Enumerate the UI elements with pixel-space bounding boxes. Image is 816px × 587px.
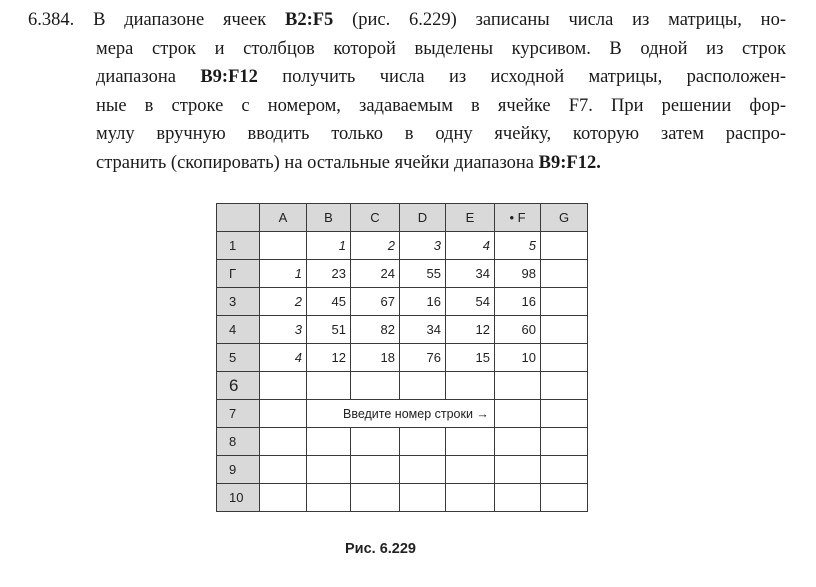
sheet-cell: 24 [351,260,400,288]
row-header: 10 [217,484,260,512]
sheet-cell [541,344,588,372]
sheet-cell [307,372,351,400]
sheet-cell: 15 [446,344,495,372]
sheet-cell [400,484,446,512]
figure-caption: Рис. 6.229 [345,541,416,557]
row-header: 5 [217,344,260,372]
problem-line [28,35,786,64]
sheet-cell: 16 [495,288,541,316]
sheet-cell [541,400,588,428]
sheet-cell [541,260,588,288]
sheet-cell: 16 [400,288,446,316]
sheet-cell: 1 [260,260,307,288]
sheet-cell: 98 [495,260,541,288]
sheet-row [217,288,588,316]
problem-text-run: ные в строке с номером, задаваемым в ячейке F7. При решении фор- [96,95,786,116]
problem-line [28,92,786,121]
sheet-cell [400,456,446,484]
sheet-cell [495,372,541,400]
problem-line [28,6,786,35]
sheet-cell [541,288,588,316]
column-header: D [400,204,446,232]
sheet-row [217,344,588,372]
corner-cell [217,204,260,232]
sheet-cell [307,456,351,484]
sheet-row [217,232,588,260]
spreadsheet-figure [216,203,588,512]
sheet-cell: 10 [495,344,541,372]
row-header: 9 [217,456,260,484]
sheet-row [217,400,588,428]
column-header: A [260,204,307,232]
sheet-cell [260,232,307,260]
problem-text-run: мулу вручную вводить только в одну ячейку, которую затем распро- [96,124,786,144]
row-header: 6 [217,372,260,400]
sheet-cell [260,428,307,456]
sheet-cell [400,372,446,400]
column-header-row [217,204,588,232]
sheet-cell [307,484,351,512]
sheet-cell [351,372,400,400]
sheet-row [217,372,588,400]
sheet-cell: 34 [446,260,495,288]
sheet-cell [495,456,541,484]
problem-text-run: мера строк и столбцов которой выделены курсивом. В одной из строк [96,38,786,59]
problem-line [28,63,786,92]
cell-range-reference: B9:F12 [200,67,258,87]
row-header: 1 [217,232,260,260]
column-header: E [446,204,495,232]
problem-text-run: странить (скопировать) на остальные ячейки диапазона [96,152,539,173]
cell-range-reference: B2:F5 [284,10,334,30]
row-header: 3 [217,288,260,316]
sheet-cell [541,232,588,260]
sheet-cell [446,484,495,512]
sheet-cell: 1 [307,232,351,260]
sheet-row [217,456,588,484]
sheet-cell [446,456,495,484]
sheet-cell [400,428,446,456]
row-header: Г [217,260,260,288]
input-cell-f7 [495,400,541,428]
sheet-cell: 18 [351,344,400,372]
sheet-cell [495,428,541,456]
sheet-cell: 2 [351,232,400,260]
sheet-cell: 5 [495,232,541,260]
sheet-cell: 12 [307,344,351,372]
sheet-cell: 2 [260,288,307,316]
sheet-cell: 23 [307,260,351,288]
problem-text [28,6,786,177]
sheet-cell: 82 [351,316,400,344]
sheet-cell: 51 [307,316,351,344]
row-header: 4 [217,316,260,344]
cell-range-reference: B9:F12. [538,152,601,173]
sheet-cell [495,484,541,512]
row-header: 8 [217,428,260,456]
problem-text-run: (рис. 6.229) записаны числа из матрицы, но- [333,10,786,30]
sheet-cell: 45 [307,288,351,316]
sheet-cell [307,428,351,456]
problem-text-run: получить числа из исходной матрицы, расположен- [257,67,787,87]
problem-text-run: диапазона [96,67,201,87]
sheet-cell: 54 [446,288,495,316]
sheet-cell [351,428,400,456]
problem-line [28,120,786,149]
sheet-cell: 4 [446,232,495,260]
problem-text-run: В диапазоне ячеек [93,10,285,30]
sheet-cell [260,372,307,400]
sheet-cell: 12 [446,316,495,344]
problem-line [28,149,786,178]
prompt-label-cell: Введите номер строки → [307,400,495,428]
sheet-cell [260,400,307,428]
sheet-cell [260,484,307,512]
column-header: B [307,204,351,232]
sheet-cell [541,456,588,484]
sheet-cell: 4 [260,344,307,372]
sheet-cell: 55 [400,260,446,288]
column-header: C [351,204,400,232]
sheet-cell [446,428,495,456]
sheet-cell [351,484,400,512]
sheet-cell [351,456,400,484]
sheet-row [217,428,588,456]
sheet-row [217,260,588,288]
sheet-cell [541,484,588,512]
problem-number: 6.384. [28,10,94,30]
sheet-cell [260,456,307,484]
sheet-cell: 67 [351,288,400,316]
sheet-cell [446,372,495,400]
sheet-cell [541,316,588,344]
sheet-row [217,316,588,344]
sheet-cell: 3 [400,232,446,260]
sheet-cell: 76 [400,344,446,372]
sheet-cell: 60 [495,316,541,344]
sheet-cell [541,372,588,400]
sheet-cell: 34 [400,316,446,344]
sheet-row [217,484,588,512]
column-header: G [541,204,588,232]
column-header: • F [495,204,541,232]
sheet-cell: 3 [260,316,307,344]
row-header: 7 [217,400,260,428]
sheet-cell [541,428,588,456]
